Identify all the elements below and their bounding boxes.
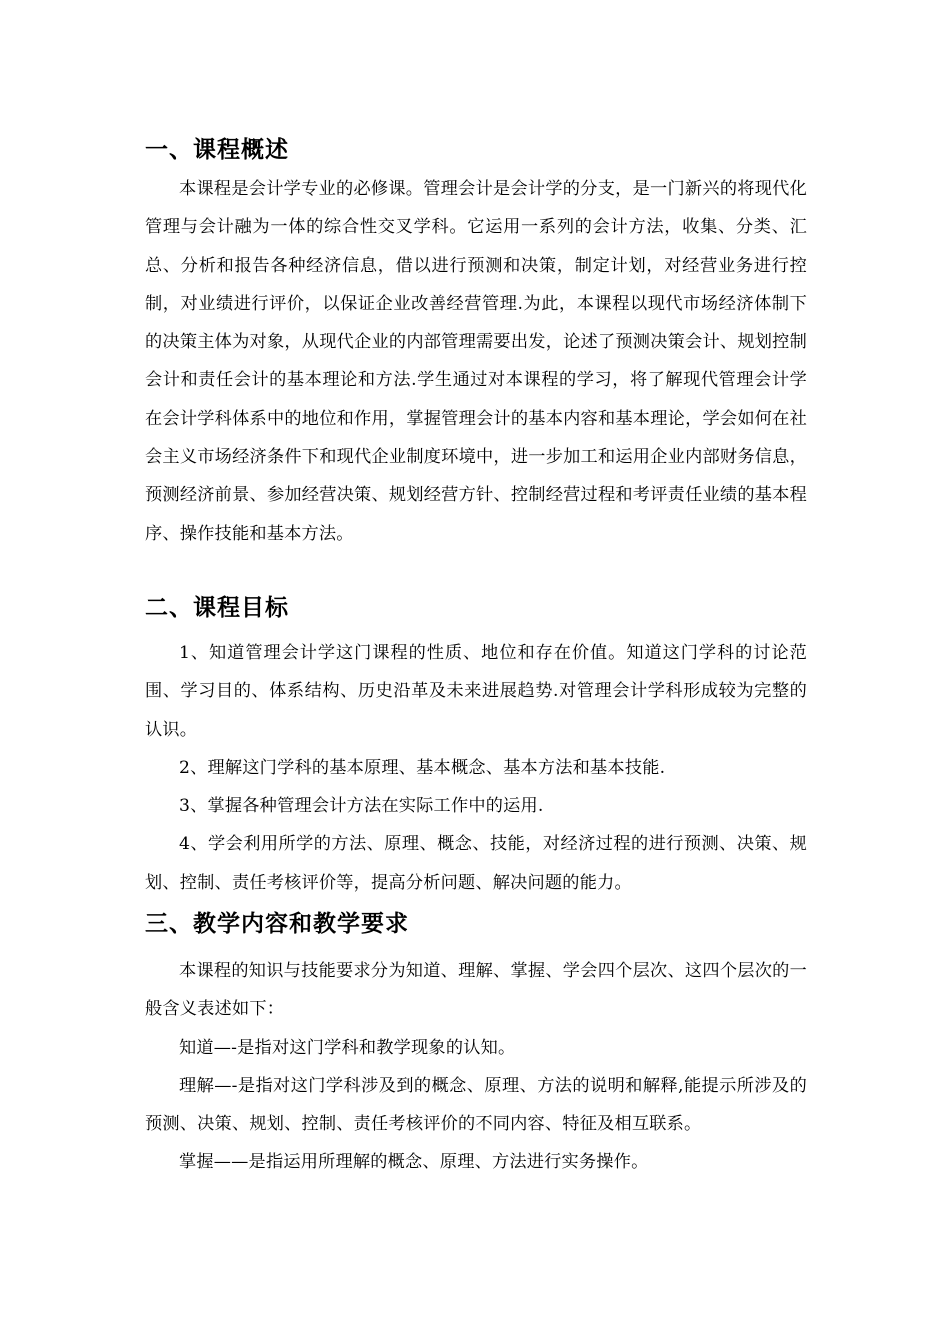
section-heading: 二、课程目标 xyxy=(145,595,289,621)
paragraph: 4、学会利用所学的方法、原理、概念、技能，对经济过程的进行预测、决策、规划、控制、责任考核评价等，提高分析问题、解决问题的能力。 xyxy=(145,834,807,893)
paragraph: 本课程是会计学专业的必修课。管理会计是会计学的分支，是一门新兴的将现代化管理与会计融为一体的综合性交叉学科。它运用一系列的会计方法，收集、分类、汇总、分析和报告各种经济信息，借以进行预测和决策，制定计划，对经营业务进行控制，对业绩进行评价，以保证企业改善经营管理.为此，本课程以现代市场经济体制下的决策主体为对象，从现代企业的内部管理需要出发，论述了预测决策会计、规划控制会计和责任会计的基本理论和方法.学生通过对本课程的学习，将了解现代管理会计学在会计学科体系中的地位和作用，掌握管理会计的基本内容和基本理论，学会如何在社会主义市场经济条件下和现代企业制度环境中，进一步加工和运用企业内部财务信息，预测经济前景、参加经营决策、规划经营方针、控制经营过程和考评责任业绩的基本程序、操作技能和基本方法。 xyxy=(145,179,807,544)
section-heading: 一、课程概述 xyxy=(145,137,289,163)
section-heading: 三、教学内容和教学要求 xyxy=(145,911,409,937)
paragraph: 本课程的知识与技能要求分为知道、理解、掌握、学会四个层次、这四个层次的一般含义表述如下： xyxy=(145,961,807,1020)
paragraph: 1、知道管理会计学这门课程的性质、地位和存在价值。知道这门学科的讨论范围、学习目的、体系结构、历史沿革及未来进展趋势.对管理会计学科形成较为完整的认识。 xyxy=(145,643,807,740)
section-course-goals xyxy=(145,592,807,902)
paragraph: 掌握——是指运用所理解的概念、原理、方法进行实务操作。 xyxy=(179,1152,649,1173)
section-teaching-content xyxy=(145,908,807,1182)
paragraph: 知道—-是指对这门学科和教学现象的认知。 xyxy=(179,1037,516,1058)
section-course-overview xyxy=(145,134,807,553)
paragraph: 理解—-是指对这门学科涉及到的概念、原理、方法的说明和解释,能提示所涉及的预测、决策、规划、控制、责任考核评价的不同内容、特征及相互联系。 xyxy=(145,1075,807,1135)
paragraph: 3、掌握各种管理会计方法在实际工作中的运用. xyxy=(179,796,544,817)
paragraph: 2、理解这门学科的基本原理、基本概念、基本方法和基本技能. xyxy=(179,757,666,778)
